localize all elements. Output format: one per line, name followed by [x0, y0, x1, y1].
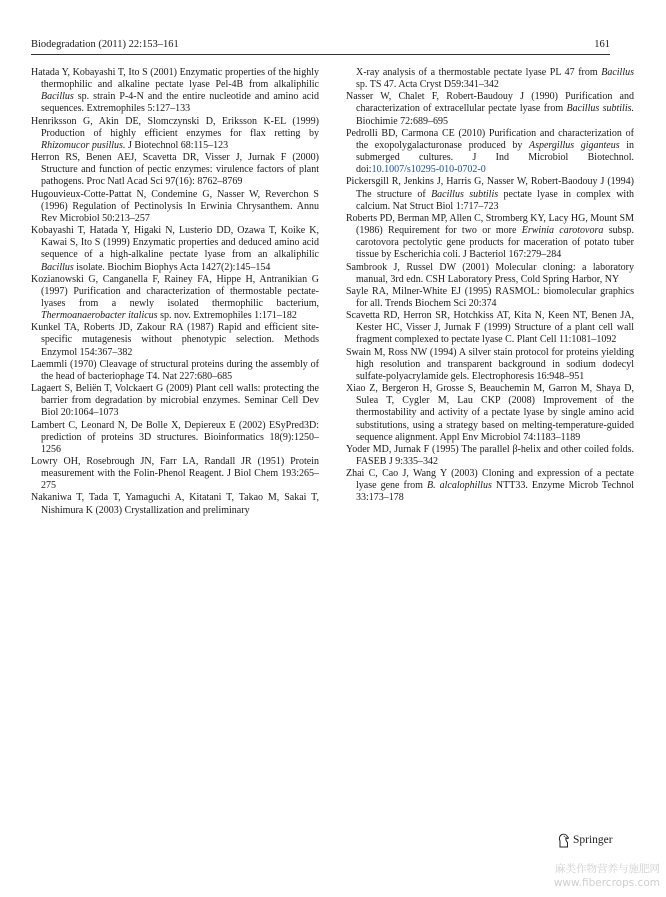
- site-watermark: [554, 862, 660, 890]
- reference-entry: [31, 274, 319, 323]
- running-header: [31, 38, 610, 54]
- reference-entry: [346, 444, 634, 468]
- reference-entry-continued: [346, 67, 634, 91]
- reference-text: X-ray analysis of a thermostable pectate lyase PL 47 from: [356, 67, 602, 78]
- reference-text: Henriksson G, Akin DE, Slomczynski D, Eriksson K-EL (1999) Production of highly efficient enzymes for flax retting by: [31, 115, 319, 139]
- reference-species-name: Erwinia carotovora: [521, 225, 604, 237]
- reference-entry: [346, 91, 634, 127]
- reference-text: Sambrook J, Russel DW (2001) Molecular cloning: a laboratory manual, 3rd edn. CSH Laboratory Press, Cold Spring Harbor, NY: [346, 261, 634, 285]
- reference-species-name: Aspergillus giganteus: [528, 139, 620, 151]
- reference-entry: [346, 310, 634, 346]
- reference-entry: [31, 322, 319, 358]
- reference-entry: [346, 383, 634, 444]
- reference-entry: [31, 225, 319, 274]
- publisher-name: Springer: [573, 834, 613, 846]
- reference-text: Nasser W, Chalet F, Robert-Baudouy J (1990) Purification and characterization of extracellular pectate lyase from: [346, 91, 634, 115]
- springer-horse-icon: [557, 833, 570, 848]
- reference-entry: [31, 492, 319, 516]
- reference-entry: [31, 420, 319, 456]
- reference-text: Lowry OH, Rosebrough JN, Farr LA, Randall JR (1951) Protein measurement with the Folin-Phenol Reagent. J Biol Chem 193:265–275: [31, 456, 319, 492]
- reference-text: Pickersgill R, Jenkins J, Harris G, Nasser W, Robert-Baodouy J (1994) The structure of: [346, 176, 634, 200]
- reference-column-right: [346, 67, 634, 505]
- watermark-chinese: 麻类作物营养与施肥网: [555, 863, 660, 875]
- doi-link[interactable]: 10.1007/s10295-010-0702-0: [371, 164, 486, 176]
- reference-entry: [31, 383, 319, 419]
- reference-text: subsp. carotovora pectolytic gene products for maceration of potato tuber tissue by Escherichia coli. J Bacteriol 167:279–284: [356, 225, 634, 261]
- reference-entry: [31, 152, 319, 188]
- reference-species-name: Rhizomucor pusillus.: [41, 139, 126, 151]
- reference-entry: [31, 116, 319, 152]
- reference-text: isolate. Biochim Biophys Acta 1427(2):145–154: [73, 261, 271, 273]
- reference-text: Roberts PD, Berman MP, Allen C, Stromberg KY, Lacy HG, Mount SM (1986) Requirement for two or more: [346, 212, 634, 237]
- reference-entry: [346, 128, 634, 177]
- reference-text: Kobayashi T, Hatada Y, Higaki N, Lusterio DD, Ozawa T, Koike K, Kawai S, Ito S (1999) Enzymatic properties and deduced amino acid sequence of a high-alkaline pectate lyase from an alkaliphilic: [31, 225, 319, 261]
- reference-entry: [346, 176, 634, 212]
- reference-text: Kozianowski G, Canganella F, Rainey FA, Hippe H, Antranikian G (1997) Purification and characterization of thermostable pectate-lyases from a newly isolated thermophilic bacterium,: [31, 273, 319, 309]
- reference-entry: [346, 262, 634, 286]
- reference-species-name: Bacillus subtilis: [431, 188, 499, 200]
- reference-text: Biochimie 72:689–695: [356, 115, 448, 127]
- reference-entry: [31, 189, 319, 225]
- watermark-url: www.fibercrops.com: [553, 877, 660, 889]
- reference-entry: [346, 213, 634, 262]
- reference-text: pectate lyase in complex with calcium. Nat Struct Biol 1:717–723: [356, 188, 634, 212]
- reference-text: Swain M, Ross NW (1994) A silver stain protocol for proteins yielding high resolution and transparent background in sodium dodecyl sulfate-polyacrylamide gels. Electrophoresis 16:948–951: [346, 346, 634, 382]
- reference-text: NTT33. Enzyme Microb Technol 33:173–178: [356, 480, 634, 504]
- reference-text: Scavetta RD, Herron SR, Hotchkiss AT, Kita N, Keen NT, Benen JA, Kester HC, Visser J, Jurnak F (1999) Structure of a plant cell wall fragment complexed to pectate lyase C. Plant Cell 11:1081–1092: [346, 310, 634, 346]
- reference-species-name: B. alcalophillus: [426, 480, 492, 492]
- page-number: 161: [594, 39, 610, 50]
- reference-text: Herron RS, Benen AEJ, Scavetta DR, Visser J, Jurnak F (2000) Structure and function of pectic enzymes: virulence factors of plant pathogens. Proc Natl Acad Sci 97(16): 8762–8769: [31, 152, 319, 188]
- reference-text: sp. TS 47. Acta Cryst D59:341–342: [356, 79, 499, 91]
- reference-text: in submerged cultures. J Ind Microbiol Biotechnol. doi:: [356, 139, 635, 176]
- reference-text: Sayle RA, Milner-White EJ (1995) RASMOL: biomolecular graphics for all. Trends Biochem Sci 20:374: [346, 285, 634, 309]
- reference-text: Hatada Y, Kobayashi T, Ito S (2001) Enzymatic properties of the highly thermophilic and alkaline pectate lyase Pel-4B from alkaliphilic: [31, 67, 319, 91]
- reference-text: J Biotechnol 68:115–123: [125, 139, 229, 151]
- journal-citation: Biodegradation (2011) 22:153–161: [31, 39, 179, 50]
- reference-text: Laemmli (1970) Cleavage of structural proteins during the assembly of the head of bacteriophage T4. Nat 227:680–685: [31, 358, 319, 382]
- reference-entry: [346, 347, 634, 383]
- reference-text: Lagaert S, Beliën T, Volckaert G (2009) Plant cell walls: protecting the barrier from degradation by microbial enzymes. Seminar Cell Dev Biol 20:1064–1073: [31, 383, 319, 419]
- reference-text: Lambert C, Leonard N, De Bolle X, Depiereux E (2002) ESyPred3D: prediction of proteins 3D structures. Bioinformatics 18(9):1250–1256: [31, 419, 319, 455]
- reference-species-name: Bacillus: [41, 91, 74, 103]
- reference-entry: [346, 468, 634, 504]
- reference-text: sp. strain P-4-N and the entire nucleotide and amino acid sequences. Extremophiles 5:127–133: [41, 91, 319, 115]
- reference-entry: [31, 456, 319, 492]
- header-rule: [31, 54, 610, 55]
- reference-text: Hugouvieux-Cotte-Pattat N, Condemine G, Nasser W, Reverchon S (1996) Regulation of Pectinolysis In Erwinia Chrysanthem. Annu Rev Microbiol 50:213–257: [31, 188, 319, 224]
- reference-text: Pedrolli BD, Carmona CE (2010) Purification and characterization of the exopolygalacturonase produced by: [346, 127, 634, 151]
- reference-text: Zhai C, Cao J, Wang Y (2003) Cloning and expression of a pectate lyase gene from: [346, 468, 634, 492]
- reference-species-name: Bacillus: [41, 261, 74, 273]
- reference-column-left: [31, 67, 319, 517]
- reference-text: Kunkel TA, Roberts JD, Zakour RA (1987) Rapid and efficient site-specific mutagenesis without phenotypic selection. Methods Enzymol 154:367–382: [31, 322, 319, 358]
- reference-text: Nakaniwa T, Tada T, Yamaguchi A, Kitatani T, Takao M, Sakai T, Nishimura K (2003) Crystallization and preliminary: [31, 492, 319, 516]
- reference-text: sp. nov. Extremophiles 1:171–182: [157, 310, 297, 322]
- reference-species-name: Bacillus subtilis.: [566, 103, 634, 115]
- reference-species-name: Thermoanaerobacter italicus: [41, 310, 158, 322]
- publisher-logo: [557, 831, 613, 849]
- reference-entry: [346, 286, 634, 310]
- reference-species-name: Bacillus: [601, 67, 634, 78]
- reference-text: Xiao Z, Bergeron H, Grosse S, Beauchemin M, Garron M, Shaya D, Sulea T, Cygler M, Lau CKP (2008) Improvement of the thermostability and activity of a pectate lyase by single amino acid substitutions, using a strategy based on melting-temperature-guided sequence alignment. Appl Env Microbiol 74:1183–1189: [346, 383, 634, 443]
- reference-entry: [31, 359, 319, 383]
- reference-text: Yoder MD, Jurnak F (1995) The parallel β-helix and other coiled folds. FASEB J 9:335–342: [346, 443, 634, 467]
- reference-entry: [31, 67, 319, 116]
